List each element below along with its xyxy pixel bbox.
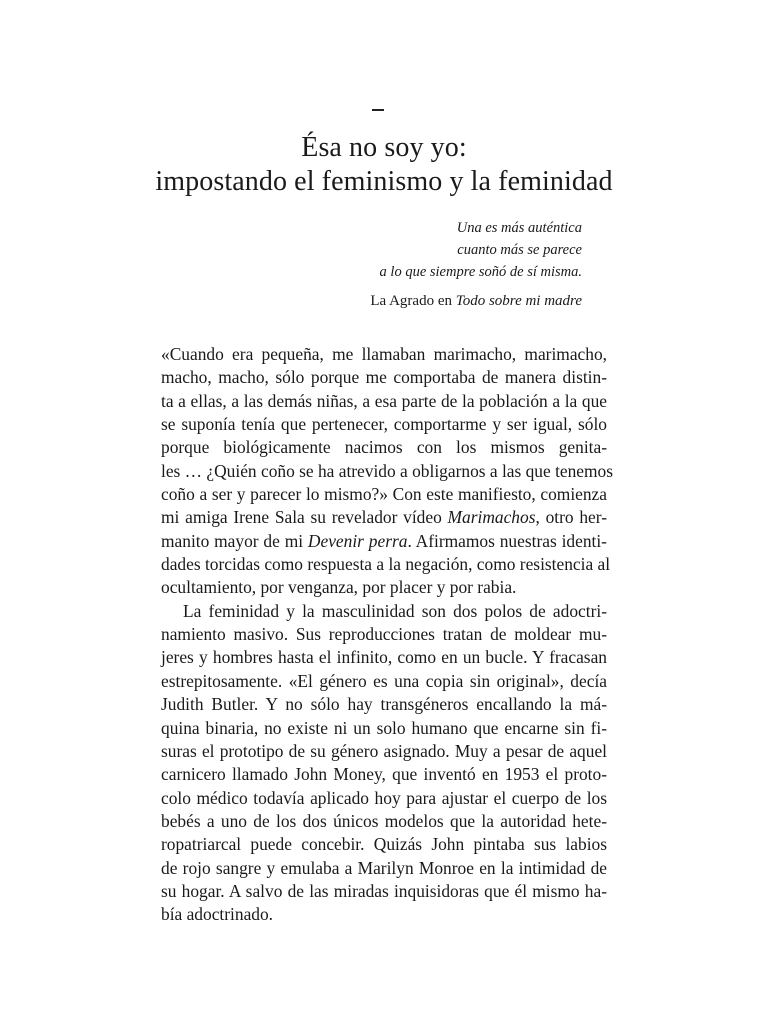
text-line: jeres y hombres hasta el infinito, como en un bucle. Y fracasan bbox=[161, 647, 607, 668]
epigraph-attribution bbox=[370, 290, 582, 312]
text-line: estrepitosamente. «El género es una copia sin original», decía bbox=[161, 670, 607, 691]
text-line: Judith Butler. Y no sólo hay transgéneros encallando la má- bbox=[161, 694, 607, 715]
text-line: se suponía tenía que pertenecer, comportarme y ser igual, sólo bbox=[161, 414, 607, 435]
text-segment: mi amiga Irene Sala su revelador vídeo bbox=[161, 507, 448, 528]
text-line bbox=[161, 530, 607, 553]
epigraph-line: Una es más auténtica bbox=[456, 220, 582, 236]
text-segment: manito mayor de mi bbox=[161, 530, 308, 551]
text-segment: . Afirmamos nuestras identi- bbox=[407, 530, 607, 551]
text-line: colo médico todavía aplicado hoy para ajustar el cuerpo de los bbox=[161, 787, 607, 808]
text-line: dades torcidas como respuesta a la negación, como resistencia al bbox=[161, 554, 611, 575]
text-segment: , otro her- bbox=[535, 507, 607, 528]
text-line: namiento masivo. Sus reproducciones tratan de moldear mu- bbox=[161, 624, 607, 645]
text-line: suras el prototipo de su género asignado. Muy a pesar de aquel bbox=[161, 740, 607, 761]
text-line: ta a ellas, a las demás niñas, a esa parte de la población a la que bbox=[161, 390, 607, 411]
work-title-marimachos: Marimachos bbox=[447, 507, 536, 528]
text-line: bía adoctrinado. bbox=[161, 904, 274, 925]
text-line: La feminidad y la masculinidad son dos polos de adoctri- bbox=[183, 600, 607, 621]
text-line: coño a ser y parecer lo mismo?» Con este manifiesto, comienza bbox=[161, 484, 607, 505]
text-line: macho, macho, sólo porque me comportaba de manera distin- bbox=[161, 367, 607, 388]
text-line: ocultamiento, por venganza, por placer y por rabia. bbox=[161, 577, 517, 598]
text-line: bebés a uno de los dos únicos modelos que la autoridad hete- bbox=[161, 810, 607, 831]
page-ornament-dash bbox=[372, 109, 384, 111]
work-title-devenir-perra: Devenir perra bbox=[307, 530, 408, 551]
text-line: les … ¿Quién coño se ha atrevido a obligarnos a las que tenemos bbox=[161, 460, 614, 481]
epigraph-line: cuanto más se parece bbox=[457, 242, 582, 258]
attribution-work-title: Todo sobre mi madre bbox=[455, 293, 582, 309]
text-line: porque biológicamente nacimos con los mismos genita- bbox=[161, 437, 607, 458]
text-line: «Cuando era pequeña, me llamaban marimacho, marimacho, bbox=[161, 344, 607, 364]
text-line: ropatriarcal puede concebir. Quizás John pintaba sus labios bbox=[161, 834, 607, 855]
chapter-title-line-2: impostando el feminismo y la feminidad bbox=[155, 166, 613, 197]
text-line: su hogar. A salvo de las miradas inquisidoras que él mismo ha- bbox=[161, 880, 607, 901]
text-line: carnicero llamado John Money, que inventó en 1953 el proto- bbox=[161, 764, 607, 785]
epigraph bbox=[380, 217, 582, 283]
text-line: de rojo sangre y emulaba a Marilyn Monroe en la intimidad de bbox=[161, 857, 607, 878]
attribution-prefix: La Agrado en bbox=[370, 293, 452, 309]
text-line: quina binaria, no existe ni un solo humano que encarne sin fi- bbox=[161, 717, 607, 738]
text-line bbox=[161, 506, 607, 529]
body-text bbox=[161, 343, 614, 927]
chapter-title-line-1: Ésa no soy yo: bbox=[301, 132, 467, 163]
epigraph-line: a lo que siempre soñó de sí misma. bbox=[379, 264, 582, 280]
